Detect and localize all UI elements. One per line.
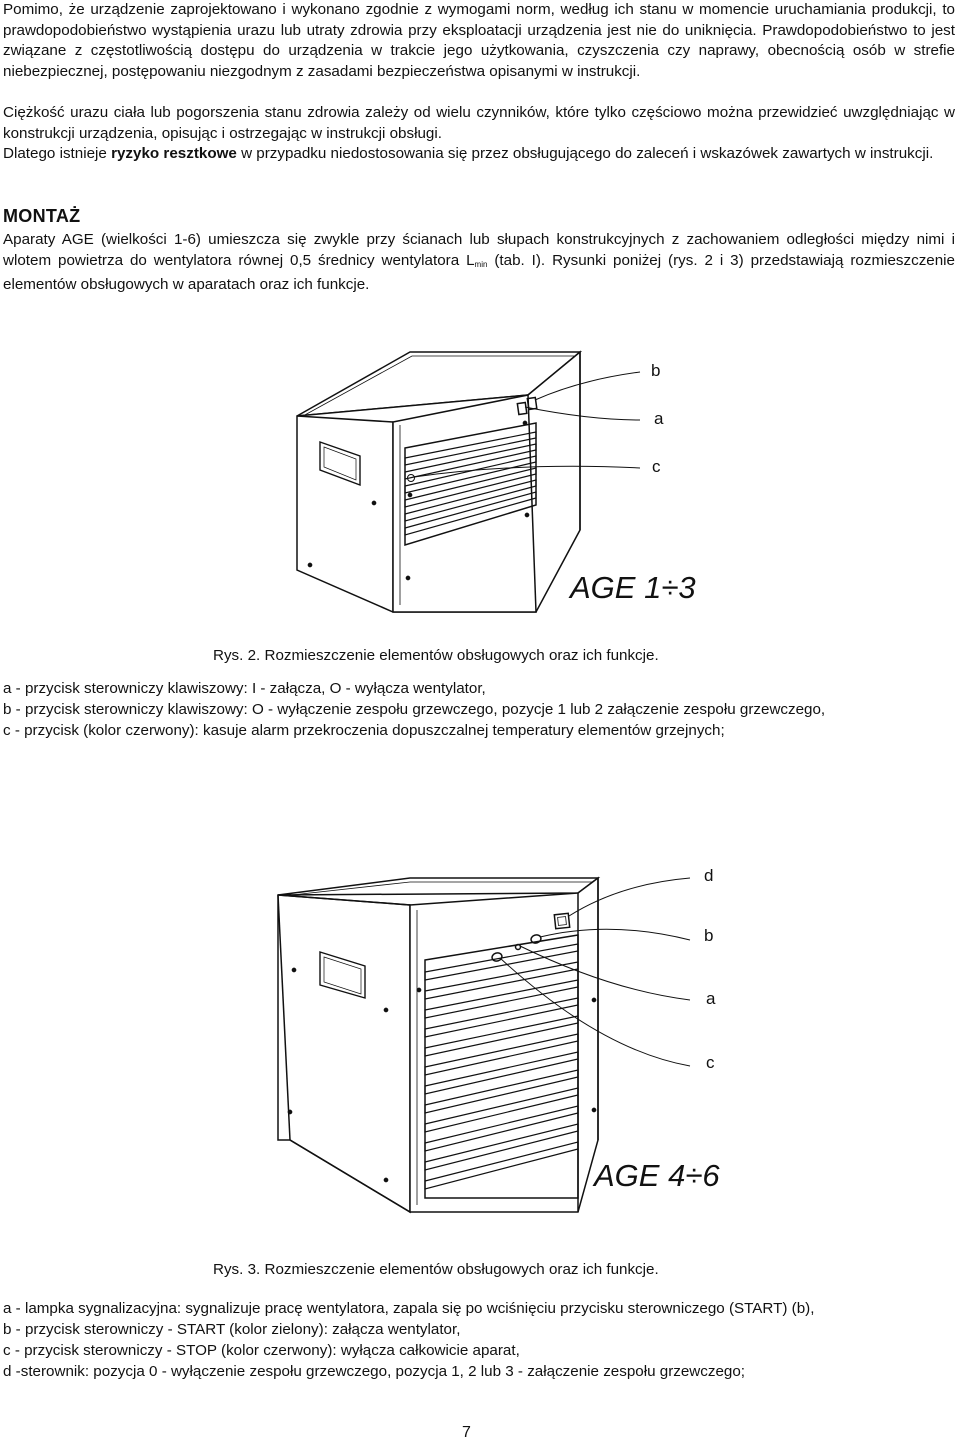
montaz-text-before: Aparaty AGE (wielkości 1-6) umieszcza się zwykle przy ścianach lub słupach konstrukcyjnych z zachowaniem odległości między nimi i wlotem powietrza do wentylatora równej 0,5 średnicy wentylatora L [3,231,955,269]
fig3-legend-a: a - lampka sygnalizacyjna: sygnalizuje pracę wentylatora, zapala się po wciśnięciu przycisku sterowniczego (START) (b), [3,1300,815,1317]
section-heading-montaz: MONTAŻ [3,206,81,226]
fig2-label-c: c [652,457,661,476]
intro-paragraph-1: Pomimo, że urządzenie zaprojektowano i wykonano zgodnie z wymogami norm, według ich stanu w momencie uruchamiania produkcji, to prawdopodobieństwo wystąpienia urazu lub utraty zdrowia przy eksploatacji urządzenia jest nie do uniknięcia. Prawdopodobieństwo to jest związane z częstotliwością dostępu do urządzenia w trakcie jego użytkowania, czyszczenia czy naprawy, obecnością osób w strefie niebezpiecznej, postępowaniu niezgodnym z zasadami bezpieczeństwa opisanymi w instrukcji. [3,1,955,80]
montaz-text-after: (tab. I). Rysunki poniżej (rys. 2 i 3) przedstawiają rozmieszczenie elementów obsługowych w aparatach oraz ich funkcje. [3,251,956,294]
fig2-label-b: b [651,361,661,380]
residual-risk-term: ryzyko resztkowe [111,145,237,162]
montaz-subscript: min [474,259,488,269]
fig3-legend [3,1298,958,1382]
fig3-label-d: d [704,866,714,885]
fig3-label-c: c [706,1053,715,1072]
fig3-label-b: b [704,926,714,945]
fig2-model-label: AGE 1÷3 [570,570,696,605]
fig3-model-label: AGE 4÷6 [594,1158,720,1193]
fig2-legend-b: b - przycisk sterowniczy klawiszowy: O - wyłączenie zespołu grzewczego, pozycje 1 lub 2 załączenie zespołu grzewczego, [3,701,826,718]
p3-after: w przypadku niedostosowania się przez obsługującego do zaleceń i wskazówek zawartych w instrukcji. [236,145,934,162]
fig3-label-a: a [706,989,716,1008]
fig3-legend-d: d -sterownik: pozycja 0 - wyłączenie zespołu grzewczego, pozycja 1, 2 lub 3 - załączenie zespołu grzewczego; [3,1363,746,1380]
fig3-legend-b: b - przycisk sterowniczy - START (kolor zielony): załącza wentylator, [3,1321,461,1338]
fig2-caption: Rys. 2. Rozmieszczenie elementów obsługowych oraz ich funkcje. [213,647,659,664]
fig3-legend-c: c - przycisk sterowniczy - STOP (kolor czerwony): wyłącza całkowicie aparat, [3,1342,520,1359]
intro-paragraph-2: Ciężkość urazu ciała lub pogorszenia stanu zdrowia zależy od wielu czynników, które tylko częściowo można przewidzieć uwzględniając w konstrukcji urządzenia, opisując i ostrzegając w instrukcji obsługi. [3,104,955,142]
fig2-label-a: a [654,409,664,428]
fig2-legend-c: c - przycisk (kolor czerwony): kasuje alarm przekroczenia dopuszczalnej temperatury elementów grzejnych; [3,722,725,739]
fig2-legend-a: a - przycisk sterowniczy klawiszowy: I - załącza, O - wyłącza wentylator, [3,680,486,697]
fig3-caption: Rys. 3. Rozmieszczenie elementów obsługowych oraz ich funkcje. [213,1261,659,1278]
p3-before: Dlatego istnieje [3,145,112,162]
page-number: 7 [462,1424,471,1441]
